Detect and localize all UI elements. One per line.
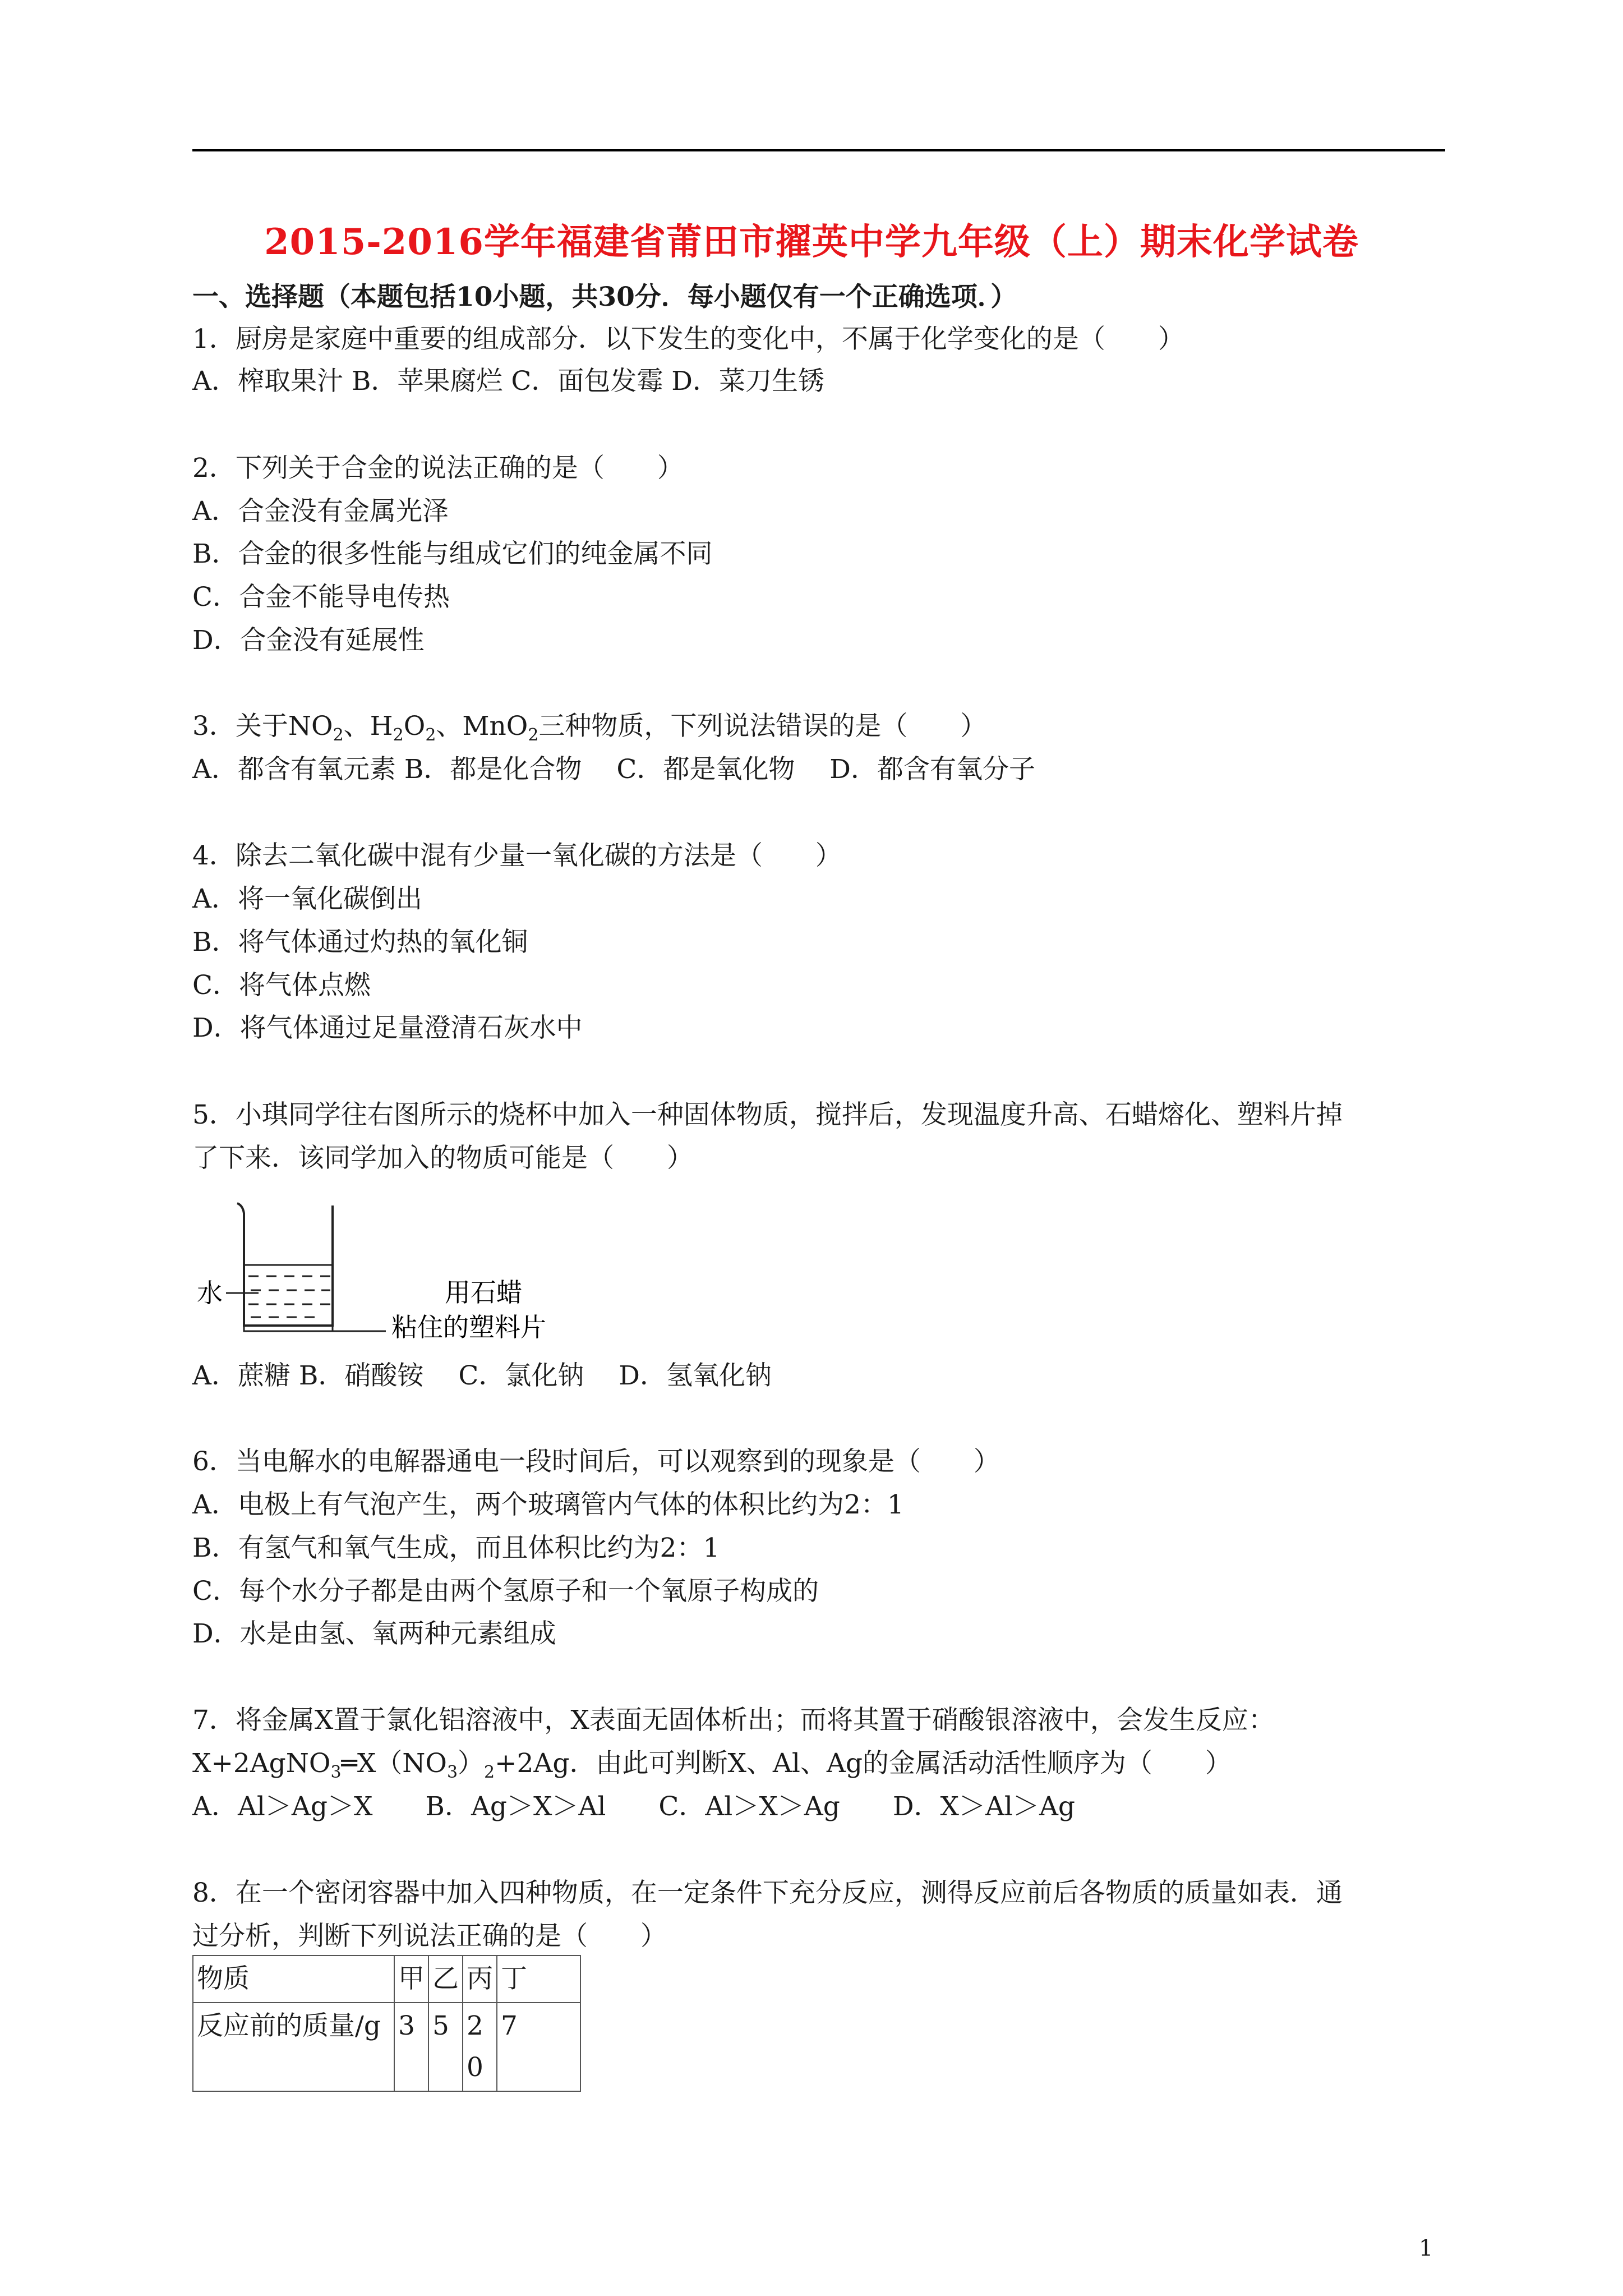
q6-stem: 6．当电解水的电解器通电一段时间后，可以观察到的现象是（ ）: [192, 1446, 1000, 1477]
q6-option-c: C．每个水分子都是由两个氢原子和一个氧原子构成的: [192, 1576, 819, 1607]
table-header-cell: 丙: [463, 1955, 497, 2003]
q3-stem: 3．关于$NO_2$、$H_2O_2$、MnO$_2$三种物质，下列说法错误的是（ ）: [192, 711, 987, 745]
q2-option-a: A．合金没有金属光泽: [192, 496, 449, 527]
section-heading: 一、选择题（本题包括10小题，共30分．每小题仅有一个正确选项．）: [192, 282, 1017, 312]
q4-option-d: D．将气体通过足量澄清石灰水中: [192, 1013, 583, 1043]
plastic-sheet: [244, 1326, 333, 1331]
q7-equation: $X+2AgNO_3═X(NO_3)_2+2Ag$．由此可判断X、Al、Ag的金属活动活性顺序为（ ）: [192, 1748, 1232, 1782]
water-level: [244, 1265, 333, 1317]
q2-option-b: B．合金的很多性能与组成它们的纯金属不同: [192, 539, 713, 569]
q7-options: A．Al＞Ag＞X B．Ag＞X＞Al C．Al＞X＞Ag D．X＞Al＞Ag: [192, 1791, 1075, 1822]
table-row: [193, 2003, 580, 2091]
table-cell: 20: [463, 2003, 497, 2091]
table-cell: 7: [497, 2003, 580, 2091]
q8-stem-line1: 8．在一个密闭容器中加入四种物质，在一定条件下充分反应，测得反应前后各物质的质量如表．通: [192, 1878, 1343, 1908]
q5-options: A．蔗糖 B．硝酸铵 C．氯化钠 D．氢氧化钠: [192, 1360, 772, 1391]
q6-option-b: B．有氢气和氧气生成，而且体积比约为2：1: [192, 1533, 720, 1563]
formula-h2o2: $H_2O_2$: [370, 711, 436, 745]
page-title: 2015-2016学年福建省莆田市擢英中学九年级（上）期末化学试卷: [264, 221, 1359, 263]
q3-options: A．都含有氧元素 B．都是化合物 C．都是氧化物 D．都含有氧分子: [192, 754, 1035, 785]
table-cell: 反应前的质量/g: [193, 2003, 394, 2091]
page-number: 1: [1419, 2235, 1433, 2261]
q8-stem-line2: 过分析，判断下列说法正确的是（ ）: [192, 1921, 667, 1952]
q1-options: A．榨取果汁 B．苹果腐烂 C．面包发霉 D．菜刀生锈: [192, 366, 824, 397]
q7-stem-line1: 7．将金属X置于氯化铝溶液中，X表面无固体析出；而将其置于硝酸银溶液中，会发生反应：: [192, 1705, 1275, 1736]
mass-table: [192, 1955, 581, 2092]
table-cell: 3: [394, 2003, 428, 2091]
q2-option-d: D．合金没有延展性: [192, 625, 425, 656]
q6-option-d: D．水是由氢、氧两种元素组成: [192, 1618, 556, 1649]
formula-mno2: MnO$_2$: [462, 711, 539, 745]
q2-stem: 2．下列关于合金的说法正确的是（ ）: [192, 453, 684, 484]
q5-stem-line2: 了下来．该同学加入的物质可能是（ ）: [192, 1143, 693, 1174]
paraffin-label-line1: 用石蜡: [445, 1277, 522, 1308]
q4-stem: 4．除去二氧化碳中混有少量一氧化碳的方法是（ ）: [192, 840, 842, 871]
water-label: 水: [197, 1278, 223, 1308]
table-cell: 5: [428, 2003, 463, 2091]
table-header-row: [193, 1955, 580, 2003]
table-header-cell: 乙: [428, 1955, 463, 2003]
q6-option-a: A．电极上有气泡产生，两个玻璃管内气体的体积比约为2：1: [192, 1489, 904, 1520]
beaker-figure: [192, 1198, 619, 1343]
table-header-cell: 物质: [193, 1955, 394, 2003]
q4-option-b: B．将气体通过灼热的氧化铜: [192, 927, 528, 958]
header-rule: [192, 149, 1445, 151]
q2-option-c: C．合金不能导电传热: [192, 582, 450, 613]
formula-no2: $NO_2$: [288, 711, 344, 745]
q4-option-c: C．将气体点燃: [192, 970, 371, 1001]
q4-option-a: A．将一氧化碳倒出: [192, 884, 422, 914]
q5-stem-line1: 5．小琪同学往右图所示的烧杯中加入一种固体物质，搅拌后，发现温度升高、石蜡熔化、塑料片掉: [192, 1099, 1343, 1130]
paraffin-label-line2: 粘住的塑料片: [391, 1312, 546, 1342]
table-header-cell: 甲: [394, 1955, 428, 2003]
table-header-cell: 丁: [497, 1955, 580, 2003]
q1-stem: 1．厨房是家庭中重要的组成部分．以下发生的变化中，不属于化学变化的是（ ）: [192, 324, 1184, 355]
